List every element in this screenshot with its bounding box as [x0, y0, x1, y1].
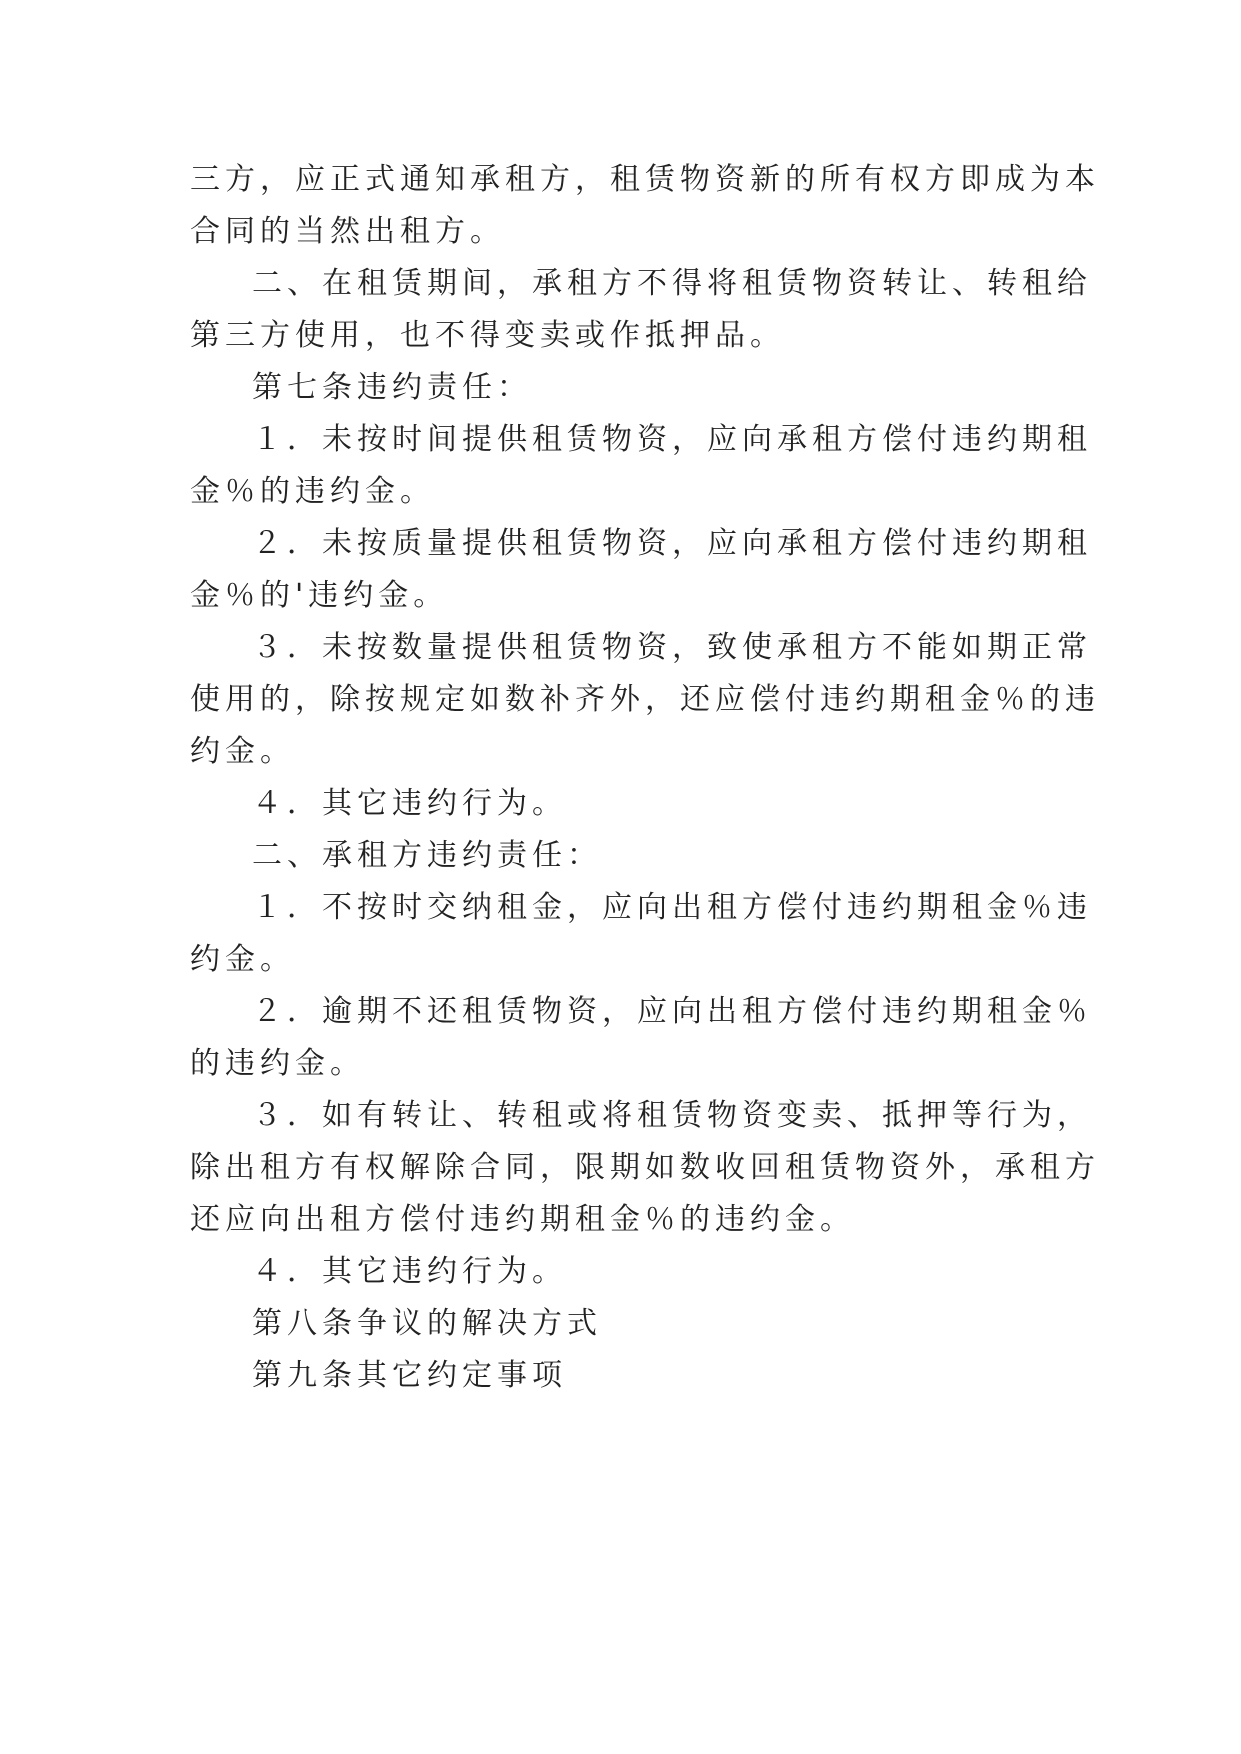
text-line: ３．如有转让、转租或将租赁物资变卖、抵押等行为，: [252, 1098, 1092, 1133]
article-heading: 第七条违约责任：: [252, 370, 532, 405]
text-line: 约金。: [190, 942, 295, 977]
text-line: ４．其它违约行为。: [252, 1254, 567, 1289]
text-line: １．不按时交纳租金，应向出租方偿付违约期租金％违: [252, 890, 1092, 925]
text-line: 金％的违约金。: [190, 474, 435, 509]
text-line: 三方，应正式通知承租方，租赁物资新的所有权方即成为本: [190, 162, 1100, 197]
text-line: 还应向出租方偿付违约期租金％的违约金。: [190, 1202, 855, 1237]
text-line: ４．其它违约行为。: [252, 786, 567, 821]
text-line: ２．逾期不还租赁物资，应向出租方偿付违约期租金％: [252, 994, 1092, 1029]
text-line: 约金。: [190, 734, 295, 769]
article-heading: 第八条争议的解决方式: [252, 1306, 602, 1341]
text-line: 使用的，除按规定如数补齐外，还应偿付违约期租金％的违: [190, 682, 1100, 717]
text-line: 第三方使用，也不得变卖或作抵押品。: [190, 318, 785, 353]
text-line: ２．未按质量提供租赁物资，应向承租方偿付违约期租: [252, 526, 1092, 561]
text-line: １．未按时间提供租赁物资，应向承租方偿付违约期租: [252, 422, 1092, 457]
section-heading: 二、承租方违约责任：: [252, 838, 602, 873]
text-line: 金％的'违约金。: [190, 578, 449, 613]
text-line: ３．未按数量提供租赁物资，致使承租方不能如期正常: [252, 630, 1092, 665]
text-line: 除出租方有权解除合同，限期如数收回租赁物资外，承租方: [190, 1150, 1100, 1185]
article-heading: 第九条其它约定事项: [252, 1358, 567, 1393]
text-line: 二、在租赁期间，承租方不得将租赁物资转让、转租给: [252, 266, 1092, 301]
text-line: 的违约金。: [190, 1046, 365, 1081]
text-line: 合同的当然出租方。: [190, 214, 505, 249]
